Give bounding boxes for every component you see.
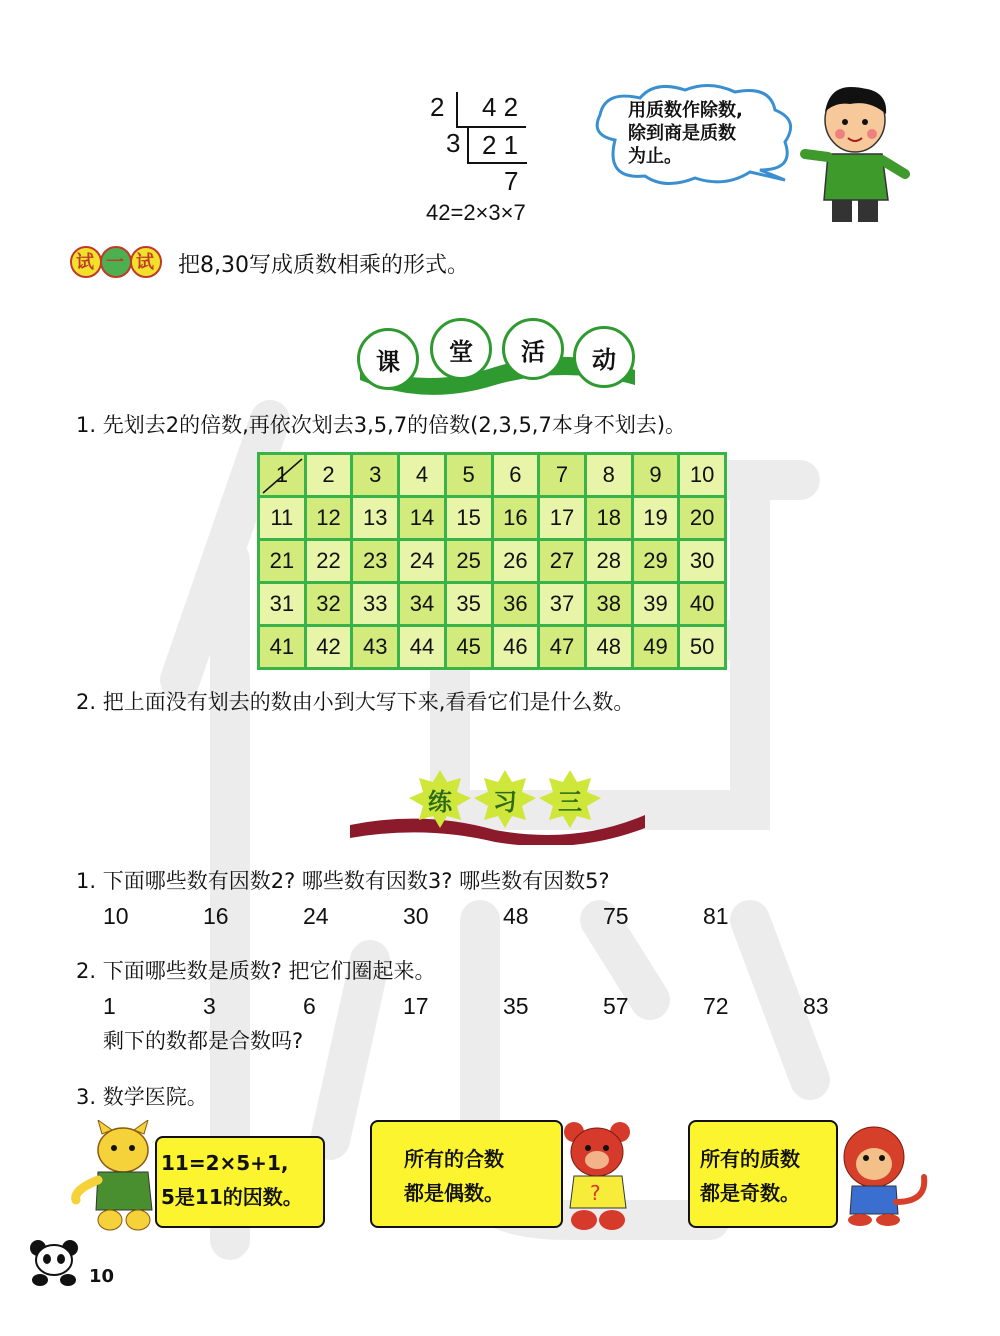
factorization-result: 42=2×3×7: [426, 200, 526, 225]
grid-cell: 27: [540, 541, 584, 581]
grid-cell: 18: [587, 498, 631, 538]
grid-cell: 28: [587, 541, 631, 581]
bubble-text: 用质数作除数, 除到商是质数 为止。: [628, 100, 743, 167]
grid-cell: 34: [400, 584, 444, 624]
grid-cell: 38: [587, 584, 631, 624]
grid-cell: 33: [353, 584, 397, 624]
dividend-1: 4 2: [482, 92, 519, 122]
grid-cell: 44: [400, 627, 444, 667]
activity-banner-word-4: 动: [573, 326, 635, 388]
grid-cell: 2: [307, 455, 351, 495]
exercise-question-2: 2. 下面哪些数是质数? 把它们圈起来。: [76, 959, 436, 983]
grid-cell: 9: [634, 455, 678, 495]
grid-cell: 13: [353, 498, 397, 538]
grid-cell: 25: [447, 541, 491, 581]
grid-cell: 26: [494, 541, 538, 581]
grid-cell: 16: [494, 498, 538, 538]
grid-cell: 1: [260, 455, 304, 495]
grid-cell: 17: [540, 498, 584, 538]
strike-line: [260, 455, 304, 495]
grid-cell: 37: [540, 584, 584, 624]
activity-banner-word-1: 课: [357, 328, 419, 390]
grid-cell: 30: [680, 541, 724, 581]
grid-cell: 47: [540, 627, 584, 667]
monkey-illustration: [832, 1122, 930, 1227]
boy-illustration: [800, 82, 915, 227]
grid-cell: 20: [680, 498, 724, 538]
activity-banner-word-2: 堂: [430, 318, 492, 380]
grid-cell: 5: [447, 455, 491, 495]
leopard-illustration: [68, 1120, 163, 1235]
grid-cell: 49: [634, 627, 678, 667]
grid-cell: 10: [680, 455, 724, 495]
grid-cell: 42: [307, 627, 351, 667]
grid-cell: 7: [540, 455, 584, 495]
grid-cell: 46: [494, 627, 538, 667]
divisor-1: 2: [430, 92, 445, 122]
grid-cell: 32: [307, 584, 351, 624]
grid-cell: 6: [494, 455, 538, 495]
grid-cell: 12: [307, 498, 351, 538]
grid-cell: 41: [260, 627, 304, 667]
grid-cell: 24: [400, 541, 444, 581]
bear-illustration: [560, 1120, 640, 1232]
exercise-q1-numbers: 10 16 24 30 48 75 81: [103, 903, 729, 929]
exercise-question-3: 3. 数学医院。: [76, 1085, 208, 1109]
grid-cell: 15: [447, 498, 491, 538]
grid-cell: 29: [634, 541, 678, 581]
hospital-card-3: 所有的质数 都是奇数。: [688, 1120, 838, 1228]
grid-cell: 48: [587, 627, 631, 667]
grid-cell: 35: [447, 584, 491, 624]
quotient: 7: [504, 166, 519, 196]
exercise-banner-word-1: 练: [428, 788, 452, 816]
exercise-banner-word-2: 习: [493, 788, 517, 816]
activity-question-1: 1. 先划去2的倍数,再依次划去3,5,7的倍数(2,3,5,7本身不划去)。: [76, 413, 687, 437]
grid-cell: 31: [260, 584, 304, 624]
exercise-banner-word-3: 三: [558, 788, 582, 816]
division-bracket-h2: [467, 162, 527, 164]
divisor-2: 3: [446, 128, 461, 158]
grid-cell: 14: [400, 498, 444, 538]
activity-banner-word-3: 活: [502, 318, 564, 380]
grid-cell: 39: [634, 584, 678, 624]
exercise-question-1: 1. 下面哪些数有因数2? 哪些数有因数3? 哪些数有因数5?: [76, 869, 610, 893]
grid-cell: 22: [307, 541, 351, 581]
try-instruction: 把8,30写成质数相乘的形式。: [178, 253, 469, 278]
dividend-2: 2 1: [482, 130, 519, 160]
hundred-grid: [257, 452, 727, 670]
exercise-q2-followup: 剩下的数都是合数吗?: [103, 1029, 304, 1053]
grid-cell: 36: [494, 584, 538, 624]
division-bracket-v1: [456, 92, 458, 128]
grid-cell: 21: [260, 541, 304, 581]
grid-cell: 3: [353, 455, 397, 495]
svg-text:?: ?: [590, 1181, 601, 1205]
panda-icon: [26, 1236, 84, 1288]
grid-cell: 19: [634, 498, 678, 538]
grid-cell: 4: [400, 455, 444, 495]
grid-cell: 45: [447, 627, 491, 667]
try-badge-text: 试 一 试: [76, 252, 154, 273]
grid-cell: 40: [680, 584, 724, 624]
hospital-card-2: 所有的合数 都是偶数。: [370, 1120, 563, 1228]
division-bracket-v2: [467, 128, 469, 164]
page-number: 10: [89, 1266, 115, 1287]
grid-cell: 8: [587, 455, 631, 495]
hospital-card-1: 11=2×5+1, 5是11的因数。: [155, 1136, 325, 1228]
grid-cell: 11: [260, 498, 304, 538]
activity-question-2: 2. 把上面没有划去的数由小到大写下来,看看它们是什么数。: [76, 690, 635, 714]
grid-cell: 50: [680, 627, 724, 667]
exercise-banner-text: [405, 782, 605, 817]
grid-cell: 43: [353, 627, 397, 667]
exercise-q2-numbers: 1 3 6 17 35 57 72 83: [103, 993, 829, 1019]
grid-cell: 23: [353, 541, 397, 581]
